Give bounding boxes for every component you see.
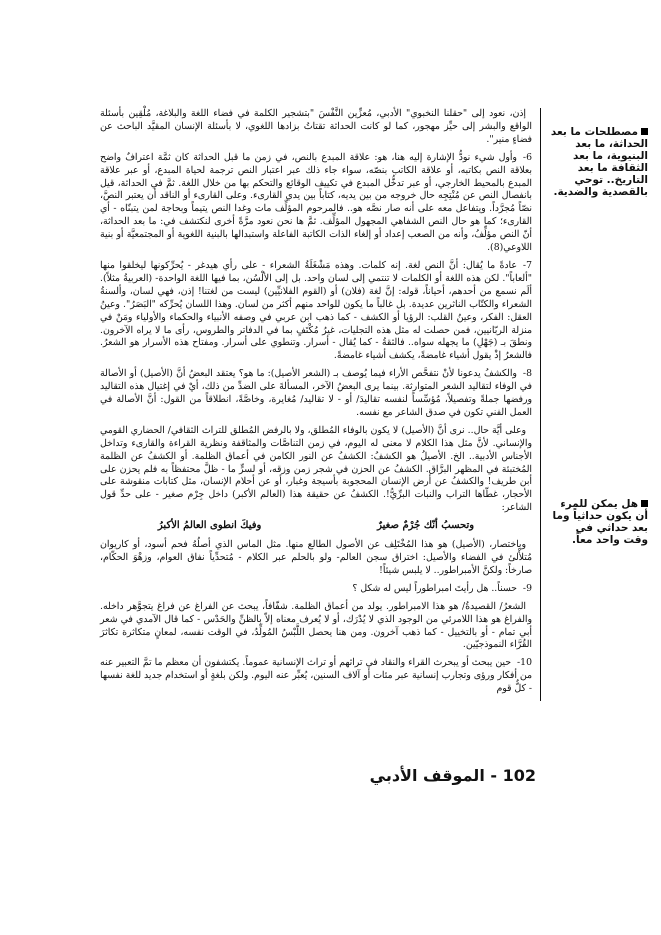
publication-name: الموقف الأدبي [369, 766, 485, 785]
page-footer [300, 766, 536, 785]
paragraph-number: 7- [522, 259, 532, 271]
paragraph [100, 601, 532, 653]
bullet-icon [641, 128, 648, 135]
paragraph [100, 368, 532, 420]
paragraph-number: 10- [517, 657, 532, 669]
paragraph-text: وعلى أيَّة حال.. نرى أنَّ (الأصيل) لا يكون بالوفاء المُطلق، ولا بالرفض المُطلق للتراث الثقافي/ الحضاري القومي والإنساني. لأنَّ مثل هذا الكلام لا معنى له اليوم، في زمن التناصَّات والمثاقفة ونظرية القراءة والقارىء وتداخل الأجناس الأدبية.. الخ. الأصيلُ هو الكشفُ: الكشفُ عن النور الكامن في أعماق الظلمة. أو الكشفُ عن الظلمة المُختبئة في المظهر البرَّاق. الكشفُ عن الحزن في شجر زمن وزقه، أو لسرٍّ ما - ظلَّ محتفظاً به فلم يحزن على أبن طريف! والكشفُ عن أرض الإنسان المحجوبة بأسيجة وغبار، أو عن أحلام الإنسان، مثل كتابات منقوشة على الأحجار، غطّاها التراب والنبات البرِّيُّ!. الكشفُ عن حقيقة هذا (العالم الأكبر) داخل جِرْم صغير - على حدِّ قول الشاعر: [100, 424, 532, 514]
sidebar-note-1 [548, 126, 648, 198]
paragraph-number: 6- [522, 151, 532, 163]
article-body [100, 108, 541, 701]
paragraph [100, 657, 532, 696]
paragraph [100, 583, 532, 596]
paragraph [100, 152, 532, 255]
page-number: 102 [502, 766, 536, 785]
poem-hemistich-right: وتحسبُ أنّك جُرْمٌ صغيرٌ [377, 520, 475, 532]
paragraph-number: 8- [522, 368, 532, 380]
bullet-icon [641, 500, 648, 507]
paragraph-number: 9- [522, 582, 532, 594]
paragraph-text: حسناً.. هل رأيتَ امبراطوراً ليس له شكل ؟ [352, 582, 517, 594]
paragraph-text: الشعرُ/ القصيدةُ/ هو هذا الامبراطور. يولد من أعماق الظلمة. شفّافاً، يبحث عن الفراغ عن فراغ يتجوَّهر داخله. والفراغ هو هذا اللامرئي من الوجود الذي لا يُدْرَك، أو لا يُعرف معناه إلاّ بالظنِّ والحَدْس - كما قال الآمدي في شعر أبي تمام - أو بالتخييل - كما ذهب آخرون. ومن هنا يحصل اللَّبْسُ المُولِّدُ، في الوقت نفسه، لمعانٍ متكاثرة تكاثرَ القُرَّاء النموذجيّين. [100, 600, 532, 651]
paragraph-text: والكشفُ يدعونا لأنْ نتفحَّص الأراء فيما يُوصف بـ (الشعر الأصيل): ما هو؟ يعتقد البعضُ أنَّ (الأصيل) أو الأصالة في الوفاء لتقاليد الشعر المتوارثة. بينما يرى البعضُ الآخر، المسألةَ على الضدِّ من ذلك، أيْ في إغتيال هذه التقاليد ورفضها جملةً وتفصيلاً، مُؤسِّساً لنفسه تقاليدَ/ أو - لا تقاليد/ مُغايرة، وخاصَّةً، انطلاقاً من القول: أنَّ الأصالة في العمل الفني تكون في صدق الشاعر مع نفسه. [100, 368, 532, 418]
paragraph-text: وباختصار، (الأصيل) هو هذا المُخْتَلِف عن الأصول الطالع منها. مثل الماس الذي أصلُهُ فحم أسود، أو كاريوان مُتلأْلئ في الفضاء والأصيل: اختراق سجن العالم- ولو بالحلم عبر الكلام - مُتحدِّياً نفاق العوام، وزهْوَ الحكّام، صارخاً: ولكنَّ الأمبراطور.. لا يلبس شيئاً! [100, 539, 532, 576]
poem-hemistich-left: وفيكَ انطوى العالمُ الأكبرُ [157, 520, 262, 532]
paragraph-text: إذن، نعود إلى "حقلنا النخبوي" الأدبي، مُعزِّين النَّفْسَ "بتشجير الكلمة في فضاء اللغة والبلاغة، مُلْقِين بأسئلة الواقع والبشر إلى حيِّز مهجور، كما لو كانت الحداثة تقتاتُ بزادها اللغوي، لا بأسئلة الإنسان المقيَّد الباحث عن فضاءٍ منير". [100, 108, 532, 145]
poem-verse [100, 520, 532, 533]
sidebar-note-2 [548, 498, 648, 546]
paragraph [100, 425, 532, 515]
paragraph-text: حين يبحث أو يبحرث القراء والنقاد في تراثهم أو تراث الإنسانية عموماً. يكتشفون أن معظم ما تمَّ التعبير عنه من أفكار ورؤى وتجارب إنسانية عبر مئات أو آلاف السنين، يُعبِّر عنه اليوم. ولكن بلغةٍ أو استخدام جديد للغة نفسها - كلٌّ قوم [100, 657, 532, 695]
paragraph [100, 108, 532, 147]
paragraph [100, 260, 532, 363]
footer-separator: - [484, 766, 498, 785]
paragraph [100, 539, 532, 578]
paragraph-text: وأول شيء نودُّ الإشارة إليه هنا، هو: علاقة المبدع بالنص، في زمن ما قبل الحداثة كان ثمَّة اعترافٌ واضح بعلاقة النص بكاتبه، أو علاقة الكاتب بنصّه، سواء جاء ذلك عبر اعتبار النص ترجمة لحياة المبدع، أو عبر علاقة المبدع بالمحيط الخارجي، أو عبر تدخُّل المبدع في تكييف الوقائع والتحكم بها من خلال اللغة. ثمَّ في الحداثة، قيل بانفصال النص عن مُنْتِجِه حال خروجه من بين يديه، كتاباً بين يدي القارىء. وعلى القارىء أو الناقد أن يعتبر النصَّ، نصّاً مُجرَّداً. ويتفاعل معه على أنه صار نصَّه هو.. فالمرحوم المؤلِّف مات وغدا النص يتيماً وبحاجة لمن يتبنّاه - أي القارىء؛ كما هو حال النص الشفاهي المجهول المؤلِّف. ثمَّ ها نحن نعود مرَّةً أخرى لنكتشف في: ما بعد الحداثة، أنّ النص مؤلِّفُ، وأنه من الصعب إعداد أو إلغاء الذات الكاتبة الفاعلة واستبدالها بالبنية اللغوية أو المجتمعيَّة أو بنية اللاوعي(8). [100, 151, 532, 254]
sidebar-note-text: مصطلحات ما بعد الحداثة، ما بعد البنيوية، ما بعد الثقافة ما بعد التاريخ.. توحي بالقصدية والضدية. [550, 126, 648, 198]
sidebar-note-text: هل يمكن للمرء أن يكون حداثياً وما بعد حداثي في وقت واحد معاً. [552, 498, 648, 546]
paragraph-text: عادةً ما يُقال: أنَّ النص لغة. إنه كلمات. وهذه مَشْغَلَةُ الشعراء - على رأي هيدغر - يُحرِّكونها ليخلقوا منها "ألعاباً". لكن هذه اللغة أو الكلمات لا تنتمي إلى لسان واحد. بل إلى الألْسُن، بما فيها اللغة الواحدة- (العربيةُ مثلاً). ألَم نسمع من أحدهم، أحياناً، قوله: إنَّ لغة (فلان) أو (القوم الفلانيِّين) ليست من لغتنا! إذن، فهي لسان، وألسنةُ الشعراء والكتّاب الناثرين عديدة. بل غالباً ما يكون للواحد منهم أكثر من لسان. وهذا اللسان يُحرِّكه "البَصَرُ". وعينُ العقل: الفكر، وعينُ القلب: الرؤيا أو الكشف - كما ذهب ابن عربي في وصفه الأنبياء والحكماء والأولياء ومَنْ في منزلة الربّانيين، فمن حصلت له مثل هذه التجليات، غيرُ مُكْتَفٍ بما في الدفاتر والطروس، رأى ما لا يراه الآخرون. ونطقَ بـ (جَهْلِ) ما يجهله سواه.. فالثقةُ - كما يُقال - أسرار. وتنطوي على أسرار. ومفتاح هذه الأسرار هو الشعرُ. فالشعرُ إذْ يقول أشياء غامضةً، يكشف أشياء غامضةً. [100, 259, 532, 362]
